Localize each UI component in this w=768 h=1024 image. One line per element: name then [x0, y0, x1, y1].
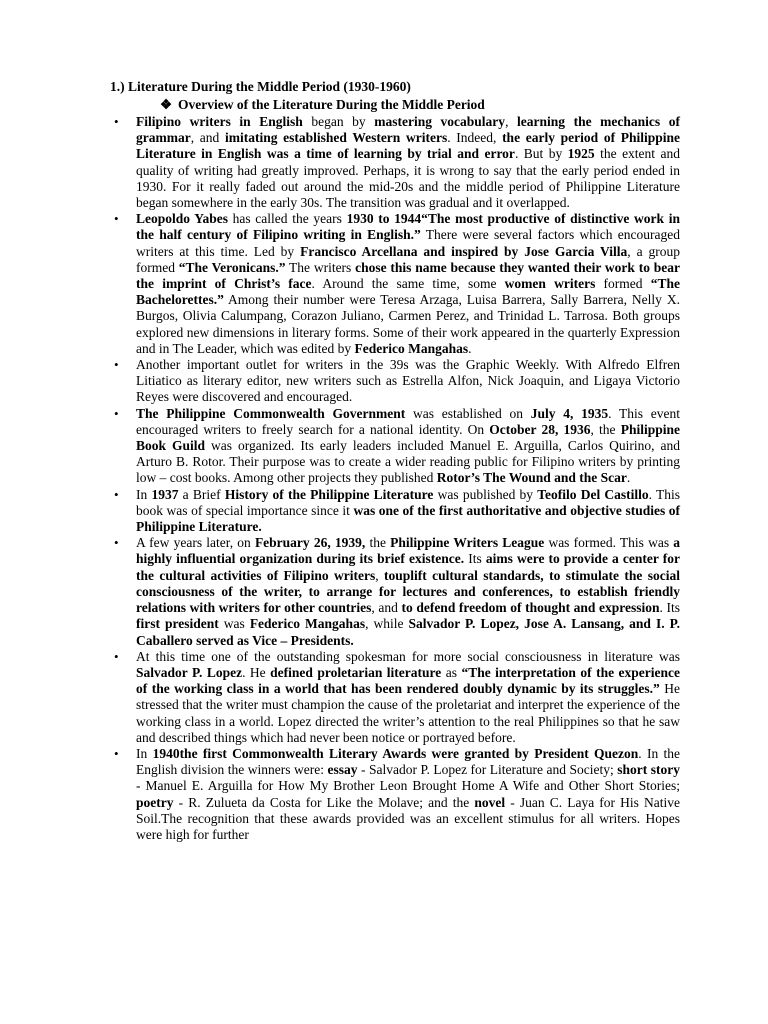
paragraph-text [136, 114, 680, 210]
text-run: was established on [405, 405, 531, 421]
text-run: , and [190, 130, 225, 146]
text-run: . But by [514, 146, 568, 162]
text-run: A few years later, on [136, 535, 255, 551]
bold-text-run: 1940the first Commonwealth Literary Awards were granted by President Quezon [152, 745, 639, 761]
text-run: In [136, 745, 153, 761]
bold-text-run: Philippine Writers League [390, 535, 545, 551]
text-run: Its [464, 551, 486, 567]
text-run: At this time one of the outstanding spokesman for more social consciousness in literature was [136, 648, 680, 664]
text-run: . He [242, 664, 271, 680]
text-run: , the [590, 421, 621, 437]
text-run: The writers [285, 259, 356, 275]
list-item [114, 649, 680, 746]
text-run: began by [302, 114, 375, 129]
text-run: . [626, 470, 631, 486]
text-run: formed [595, 276, 651, 292]
list-item [114, 746, 680, 843]
text-run: was published by [433, 486, 538, 502]
bold-text-run: touplift cultural standards, to stimulate the social consciousness of the writer, to arrange for lectures and conferences, to establish friendly relations with writers for other countries [136, 567, 680, 616]
bold-text-run: Francisco Arcellana and inspired by Jose Garcia Villa [300, 243, 628, 259]
list-item [114, 211, 680, 357]
text-run: - Salvador P. Lopez for Literature and Society; [357, 762, 618, 778]
bullet-icon: • [114, 211, 119, 227]
bold-text-run: “The interpretation of the experience of the working class in a world that has been rendered doubly dynamic by its struggles.” [136, 664, 680, 697]
text-run: was [218, 616, 250, 632]
paragraph-text [136, 487, 680, 534]
list-item [114, 535, 680, 648]
paragraph-text [136, 211, 680, 356]
list-item [114, 487, 680, 536]
bold-text-run: imitating established Western writers [224, 130, 448, 146]
bullet-list [114, 114, 680, 843]
text-run: - Juan C. Laya for His Native Soil.The recognition that these awards provided was an excellent stimulus for all writers. Hopes were high for further [136, 794, 680, 842]
text-run: the [365, 535, 391, 551]
bold-text-run: learning the mechanics of grammar [136, 114, 680, 146]
bold-text-run: essay [327, 762, 358, 778]
bold-text-run: Philippine Book Guild [136, 421, 680, 454]
bold-text-run: Federico Mangahas [249, 616, 366, 632]
text-run: . Around the same time, some [311, 276, 505, 292]
subheading-text: Overview of the Literature During the Middle Period [178, 97, 485, 112]
bold-text-run: February 26, 1939, [254, 535, 366, 551]
bold-text-run: novel [474, 794, 506, 810]
text-run: . Its [659, 600, 681, 616]
bold-text-run: Teofilo Del Castillo [537, 486, 649, 502]
bold-text-run: October 28, 1936 [489, 421, 591, 437]
bold-text-run: to defend freedom of thought and expression [401, 600, 660, 616]
bold-text-run: the early period of Philippine Literature in English was a time of learning by trial and error [136, 130, 681, 162]
bold-text-run: a highly influential organization during its brief existence. [136, 535, 681, 567]
text-run: has called the years [227, 211, 347, 227]
bold-text-run: Leopoldo Yabes [136, 211, 228, 227]
bullet-icon: • [114, 486, 119, 502]
text-run: In [136, 486, 152, 502]
bullet-icon: • [114, 745, 119, 761]
bold-text-run: poetry [136, 794, 174, 810]
text-run: , [505, 114, 518, 129]
bold-text-run: “The Veronicans.” [178, 259, 286, 275]
paragraph-text [136, 406, 680, 486]
bold-text-run: Salvador P. Lopez, Jose A. Lansang, and I. P. Caballero served as Vice – Presidents. [136, 616, 680, 648]
text-run: . In the English division the winners were: [136, 745, 680, 778]
bold-text-run: Federico Mangahas [354, 340, 469, 356]
text-run: as [441, 664, 462, 680]
text-run: . This book was of special importance since it [136, 486, 680, 518]
bold-text-run: first president [136, 616, 219, 632]
text-run: , and [371, 600, 402, 616]
text-run: a Brief [178, 486, 225, 502]
diamond-bullet-icon: ❖ [160, 97, 173, 112]
text-run: - R. Zulueta da Costa for Like the Molave; and the [173, 794, 475, 810]
paragraph-text [136, 746, 680, 842]
bold-text-run: women writers [504, 276, 596, 292]
text-run: - Manuel E. Arguilla for How My Brother Leon Brought Home A Wife and Other Short Stories; [136, 778, 680, 794]
bold-text-run: 1930 to 1944“The most productive of distinctive work in the half century of Filipino writing in English.” [136, 211, 680, 243]
bold-text-run: was one of the first authoritative and objective studies of Philippine Literature. [136, 502, 680, 535]
paragraph-text [136, 649, 680, 745]
bold-text-run: aims were to provide a center for the cultural activities of Filipino writers [136, 551, 681, 583]
bullet-icon: • [114, 114, 119, 129]
text-run: There were several factors which encouraged writers at this time. Led by [136, 227, 681, 259]
bullet-icon: • [114, 648, 119, 664]
text-run: , [375, 567, 384, 583]
text-run: , a group formed [136, 243, 680, 275]
text-run: , while [365, 616, 409, 632]
bold-text-run: 1925 [567, 146, 595, 162]
bullet-icon: • [114, 535, 119, 551]
bold-text-run: chose this name because they wanted their work to bear the imprint of Christ’s face [136, 259, 680, 292]
bold-text-run: mastering vocabulary [374, 114, 506, 129]
bold-text-run: “The Bachelorettes.” [136, 276, 680, 308]
text-run: the extent and quality of writing had greatly improved. Perhaps, it is wrong to say that the early period ended in 1930. For it really faded out around the mid-20s and the middle period of Philippine Literature began somewhere in the early 30s. The transition was gradual and it overlapped. [136, 146, 680, 211]
bold-text-run: Filipino writers in English [136, 114, 303, 129]
bold-text-run: Rotor’s The Wound and the Scar [436, 470, 627, 486]
text-run: Another important outlet for writers in the 39s was the Graphic Weekly. With Alfredo Elfren Litiatico as literary editor, new writers such as Estrella Alfon, Nick Joaquin, and Ligaya Victorio Reyes were discovered and encouraged. [136, 357, 680, 405]
list-item [114, 357, 680, 406]
bullet-icon: • [114, 357, 119, 373]
bold-text-run: July 4, 1935 [530, 405, 609, 421]
text-run: Among their number were Teresa Arzaga, Luisa Barrera, Sally Barrera, Nelly X. Burgos, Olivia Calumpang, Corazon Juliano, Carmen Perez, and Trinidad L. Tarrosa. Both groups explored new dimensions in literary forms. Some of their work appeared in the quarterly Expression and in The Leader, which was edited by [136, 292, 680, 356]
text-run: . Indeed, [447, 130, 503, 146]
bold-text-run: Salvador P. Lopez [136, 664, 243, 680]
text-run: He stressed that the writer must champion the cause of the proletariat and interpret the experience of the working class in a world. Lopez directed the writer’s attention to the real Philippines so that he saw and described things which had never been notice or portrayed before. [136, 681, 680, 745]
bullet-icon: • [114, 405, 119, 421]
paragraph-text [136, 357, 680, 404]
text-run: . This event encouraged writers to freely search for a national identity. On [136, 405, 681, 437]
bold-text-run: defined proletarian literature [270, 664, 442, 680]
text-run: was organized. Its early leaders included Manuel E. Arguilla, Carlos Quirino, and Arturo B. Rotor. Their purpose was to create a wider reading public for Filipino writers by printing low – cost books. Among other projects they published [136, 438, 681, 486]
paragraph-text [136, 535, 680, 647]
section-heading: 1.) Literature During the Middle Period (1930-1960) [110, 79, 411, 94]
text-run: . [468, 340, 472, 356]
bold-text-run: History of the Philippine Literature [224, 486, 434, 502]
bold-text-run: The Philippine Commonwealth Government [136, 405, 406, 421]
list-item [114, 406, 680, 487]
bold-text-run: 1937 [151, 486, 179, 502]
list-item [114, 114, 680, 211]
text-run: was formed. This was [544, 535, 674, 551]
subheading [160, 96, 485, 114]
bold-text-run: short story [617, 762, 680, 778]
